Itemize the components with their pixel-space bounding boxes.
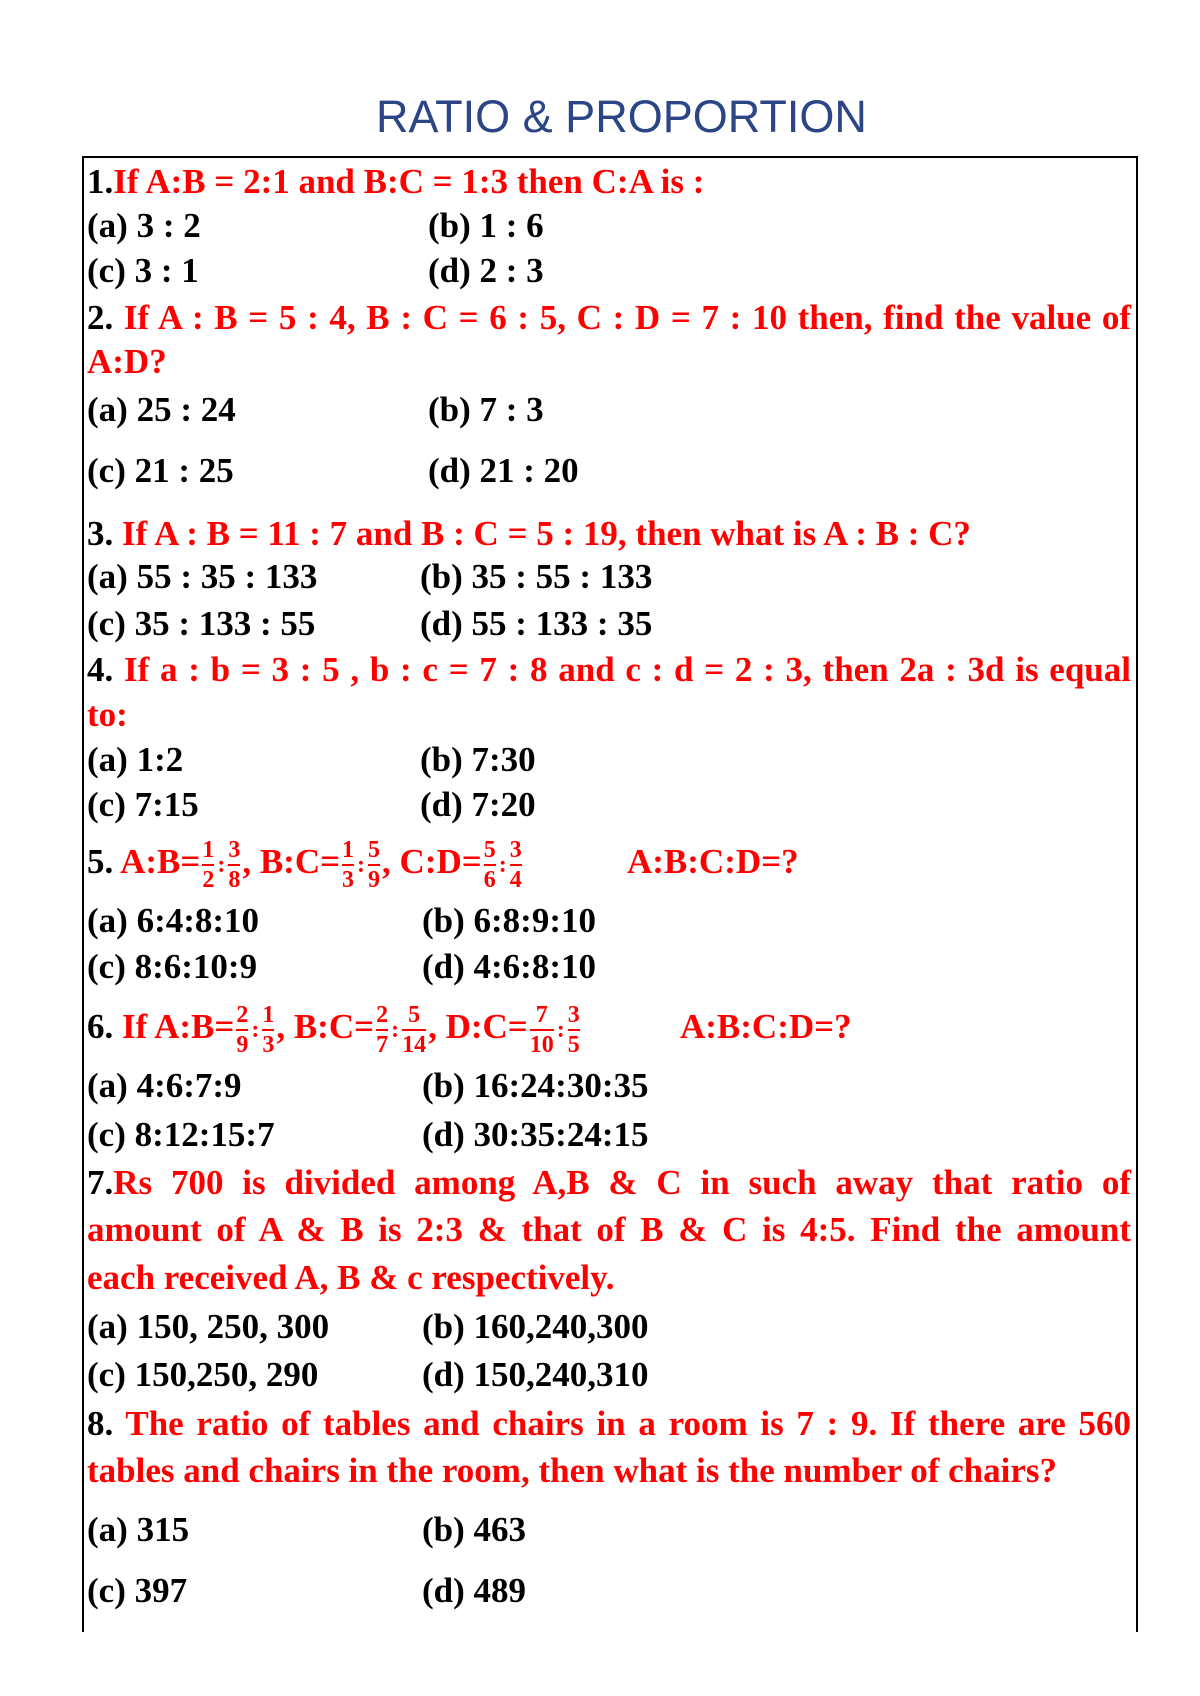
option-label: (a): [87, 740, 128, 779]
fraction-denominator: 8: [228, 866, 241, 893]
question-number: 6.: [87, 1007, 114, 1046]
option-value: 4:6:8:10: [473, 947, 596, 986]
question-number: 2.: [87, 298, 114, 337]
option-value: 16:24:30:35: [473, 1066, 649, 1105]
option-label: (b): [422, 1307, 465, 1346]
option-label: (d): [420, 604, 463, 643]
fraction: [566, 1001, 582, 1058]
option-value: 30:35:24:15: [473, 1115, 649, 1154]
ratio-label: , B:C=: [276, 1007, 375, 1046]
fraction-bar: [202, 864, 214, 866]
fraction-denominator: 7: [376, 1031, 389, 1058]
options-row: [87, 555, 1131, 599]
options-row: [87, 899, 1131, 943]
question-text: to:: [87, 695, 128, 734]
option-c: [87, 1353, 422, 1397]
option-b: [420, 557, 652, 596]
option-label: (a): [87, 557, 128, 596]
option-a: [87, 204, 428, 248]
option-a: [87, 899, 422, 943]
fraction-bar: [484, 864, 496, 866]
option-a: [87, 1508, 422, 1552]
fraction-numerator: 3: [567, 1001, 580, 1028]
option-label: (c): [87, 1355, 126, 1394]
option-value: 6:8:9:10: [473, 901, 596, 940]
option-a: [87, 388, 428, 432]
fraction-numerator: 2: [376, 1001, 389, 1028]
question-8-continued: [87, 1449, 1131, 1493]
fraction-numerator: 3: [509, 836, 522, 863]
option-label: (a): [87, 901, 128, 940]
options-row: [87, 738, 1131, 782]
options-row: [87, 1508, 1131, 1552]
option-value: 3 : 1: [134, 251, 199, 290]
option-label: (a): [87, 206, 128, 245]
options-row: [87, 945, 1131, 989]
fraction-bar: [262, 1029, 274, 1031]
option-value: 25 : 24: [136, 390, 236, 429]
fraction-denominator: 4: [509, 866, 522, 893]
option-label: (c): [87, 1115, 126, 1154]
option-label: (a): [87, 1510, 128, 1549]
fraction: [482, 836, 498, 893]
option-d: [422, 1115, 649, 1154]
option-value: 1:2: [136, 740, 184, 779]
option-d: [428, 451, 579, 490]
question-text: amount of A & B is 2:3 & that of B & C is 4:5. Find the amount: [87, 1210, 1131, 1249]
fraction: [234, 1001, 250, 1058]
ratio-colon: :: [498, 851, 507, 878]
option-value: 2 : 3: [479, 251, 544, 290]
fraction-bar: [228, 864, 240, 866]
option-a: [87, 1305, 422, 1349]
option-value: 3 : 2: [136, 206, 201, 245]
question-number: 8.: [87, 1404, 114, 1443]
option-d: [422, 1571, 526, 1610]
option-value: 4:6:7:9: [136, 1066, 242, 1105]
option-label: (d): [420, 785, 463, 824]
option-value: 21 : 25: [134, 451, 234, 490]
options-row: [87, 249, 1131, 293]
option-label: (d): [422, 1571, 465, 1610]
option-label: (c): [87, 451, 126, 490]
option-label: (d): [422, 1355, 465, 1394]
option-label: (a): [87, 1066, 128, 1105]
options-row: [87, 449, 1131, 493]
options-row: [87, 388, 1131, 432]
ratio-label: , C:D=: [382, 842, 482, 881]
fraction-bar: [368, 864, 380, 866]
fraction-numerator: 1: [262, 1001, 275, 1028]
option-a: [87, 738, 420, 782]
ratio-label: , D:C=: [428, 1007, 528, 1046]
option-b: [422, 1510, 526, 1549]
options-row: [87, 602, 1131, 646]
option-value: 397: [134, 1571, 188, 1610]
question-2: [87, 296, 1131, 340]
fraction: [528, 1001, 556, 1058]
fraction-bar: [530, 1029, 554, 1031]
option-b: [420, 740, 536, 779]
ratio-label: , B:C=: [242, 842, 341, 881]
question-4: [87, 648, 1131, 692]
option-b: [422, 901, 596, 940]
question-2-continued: [87, 340, 1131, 384]
option-label: (d): [428, 451, 471, 490]
fraction-denominator: 14: [402, 1031, 427, 1058]
fraction-bar: [236, 1029, 248, 1031]
question-ask: A:B:C:D=?: [680, 1007, 852, 1046]
question-text: tables and chairs in the room, then what is the number of chairs?: [87, 1451, 1058, 1490]
question-7: [87, 1161, 1131, 1205]
option-label: (b): [422, 1510, 465, 1549]
option-label: (b): [428, 206, 471, 245]
option-value: 35 : 55 : 133: [471, 557, 653, 596]
fraction-denominator: 9: [368, 866, 381, 893]
fraction-denominator: 3: [262, 1031, 275, 1058]
fraction-denominator: 6: [483, 866, 496, 893]
question-number: 7.: [87, 1163, 114, 1202]
option-value: 8:12:15:7: [134, 1115, 275, 1154]
options-row: [87, 1305, 1131, 1349]
option-d: [420, 785, 536, 824]
question-5: [87, 832, 1131, 895]
question-text: If a : b = 3 : 5 , b : c = 7 : 8 and c : d = 2 : 3, then 2a : 3d is equal: [123, 650, 1131, 689]
ratio-label: If A:B=: [122, 1007, 235, 1046]
question-4-continued: [87, 693, 1131, 737]
fraction: [374, 1001, 390, 1058]
fraction-numerator: 5: [408, 1001, 421, 1028]
fraction: [260, 1001, 276, 1058]
option-c: [87, 945, 422, 989]
option-value: 7:30: [471, 740, 536, 779]
fraction: [340, 836, 356, 893]
option-c: [87, 602, 420, 646]
ratio-label: A:B=: [120, 842, 201, 881]
option-label: (d): [422, 1115, 465, 1154]
option-d: [422, 1355, 649, 1394]
option-label: (a): [87, 390, 128, 429]
question-number: 4.: [87, 650, 114, 689]
option-b: [422, 1066, 649, 1105]
option-value: 150,250, 290: [134, 1355, 319, 1394]
fraction-bar: [510, 864, 522, 866]
fraction-denominator: 2: [202, 866, 215, 893]
option-c: [87, 1569, 422, 1613]
question-number: 1.: [87, 162, 114, 201]
fraction: [400, 1001, 428, 1058]
page-title: RATIO & PROPORTION: [376, 91, 867, 142]
option-label: (c): [87, 251, 126, 290]
option-a: [87, 555, 420, 599]
option-value: 7:20: [471, 785, 536, 824]
fraction-denominator: 9: [236, 1031, 249, 1058]
option-label: (b): [422, 901, 465, 940]
option-value: 315: [136, 1510, 190, 1549]
question-text: each received A, B & c respectively.: [87, 1258, 615, 1297]
fraction-numerator: 5: [368, 836, 381, 863]
fraction-numerator: 5: [483, 836, 496, 863]
option-b: [428, 206, 544, 245]
option-d: [422, 947, 596, 986]
fraction-numerator: 3: [228, 836, 241, 863]
option-label: (c): [87, 785, 126, 824]
option-value: 35 : 133 : 55: [134, 604, 316, 643]
question-text: If A:B = 2:1 and B:C = 1:3 then C:A is :: [113, 162, 705, 201]
fraction-bar: [342, 864, 354, 866]
option-c: [87, 449, 428, 493]
ratio-colon: :: [251, 1016, 260, 1043]
option-value: 21 : 20: [479, 451, 579, 490]
fraction-bar: [376, 1029, 388, 1031]
option-value: 7 : 3: [479, 390, 544, 429]
fraction-denominator: 10: [529, 1031, 554, 1058]
fraction-numerator: 7: [535, 1001, 548, 1028]
fraction-numerator: 2: [236, 1001, 249, 1028]
fraction-denominator: 3: [342, 866, 355, 893]
question-text: Rs 700 is divided among A,B & C in such away that ratio of: [113, 1163, 1131, 1202]
options-row: [87, 1569, 1131, 1613]
options-row: [87, 1064, 1131, 1108]
question-number: 3.: [87, 514, 114, 553]
option-value: 160,240,300: [473, 1307, 649, 1346]
option-d: [428, 251, 544, 290]
option-label: (b): [420, 740, 463, 779]
option-c: [87, 1113, 422, 1157]
fraction-bar: [568, 1029, 580, 1031]
option-value: 1 : 6: [479, 206, 544, 245]
question-8: [87, 1402, 1131, 1446]
question-text: If A : B = 11 : 7 and B : C = 5 : 19, then what is A : B : C?: [122, 514, 971, 553]
option-value: 489: [473, 1571, 527, 1610]
option-label: (c): [87, 947, 126, 986]
option-label: (a): [87, 1307, 128, 1346]
ratio-colon: :: [391, 1016, 400, 1043]
option-d: [420, 604, 652, 643]
question-1: [87, 160, 1131, 204]
question-text: If A : B = 5 : 4, B : C = 6 : 5, C : D = 7 : 10 then, find the value of: [123, 298, 1132, 337]
options-row: [87, 1113, 1131, 1157]
option-c: [87, 783, 420, 827]
option-label: (d): [422, 947, 465, 986]
option-value: 150, 250, 300: [136, 1307, 330, 1346]
question-3: [87, 512, 1131, 556]
option-value: 150,240,310: [473, 1355, 649, 1394]
question-number: 5.: [87, 842, 114, 881]
option-c: [87, 249, 428, 293]
ratio-colon: :: [556, 1016, 565, 1043]
options-row: [87, 204, 1131, 248]
option-b: [422, 1307, 649, 1346]
fraction: [508, 836, 524, 893]
fraction: [200, 836, 216, 893]
option-value: 7:15: [134, 785, 199, 824]
options-row: [87, 783, 1131, 827]
fraction-bar: [402, 1029, 426, 1031]
fraction-numerator: 1: [342, 836, 355, 863]
fraction-denominator: 5: [567, 1031, 580, 1058]
option-value: 55 : 35 : 133: [136, 557, 318, 596]
option-label: (b): [422, 1066, 465, 1105]
question-text: A:D?: [87, 342, 167, 381]
option-value: 463: [473, 1510, 527, 1549]
option-value: 55 : 133 : 35: [471, 604, 653, 643]
option-label: (b): [428, 390, 471, 429]
ratio-colon: :: [217, 851, 226, 878]
fraction-numerator: 1: [202, 836, 215, 863]
fraction: [366, 836, 382, 893]
question-ask: A:B:C:D=?: [627, 842, 799, 881]
option-label: (c): [87, 604, 126, 643]
question-6: [87, 997, 1131, 1060]
option-value: 6:4:8:10: [136, 901, 260, 940]
question-7-continued: [87, 1208, 1131, 1252]
options-row: [87, 1353, 1131, 1397]
fraction: [226, 836, 242, 893]
question-text: The ratio of tables and chairs in a room is 7 : 9. If there are 560: [125, 1404, 1132, 1443]
question-7-continued: [87, 1256, 1131, 1300]
option-label: (b): [420, 557, 463, 596]
option-label: (c): [87, 1571, 126, 1610]
option-a: [87, 1064, 422, 1108]
option-value: 8:6:10:9: [134, 947, 258, 986]
ratio-colon: :: [357, 851, 366, 878]
option-label: (d): [428, 251, 471, 290]
option-b: [428, 390, 544, 429]
